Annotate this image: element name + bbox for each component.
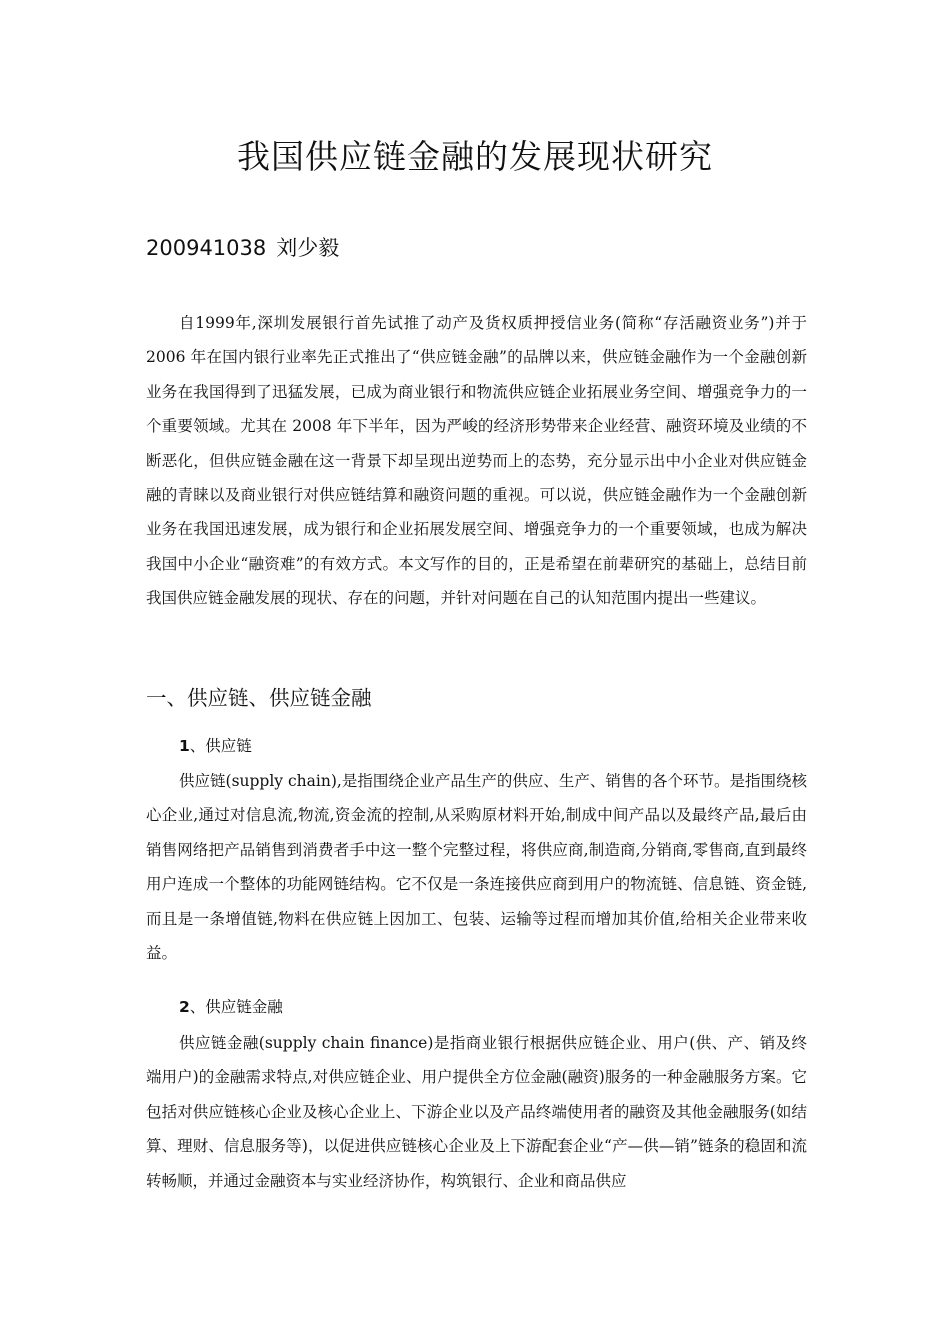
subsection-number: 1	[179, 737, 190, 755]
author-name: 刘少毅	[276, 236, 340, 260]
subsection-heading-supply-chain	[179, 729, 252, 763]
author-line	[146, 232, 339, 264]
supply-chain-finance-paragraph: 供应链金融(supply chain finance)是指商业银行根据供应链企业、用户(供、产、销及终端用户)的金融需求特点,对供应链企业、用户提供全方位金融(融资)服务的一种金融服务方案。它包括对供应链核心企业及核心企业上、下游企业以及产品终端使用者的融资及其他金融服务(如结算、理财、信息服务等)，以促进供应链核心企业及上下游配套企业“产—供—销”链条的稳固和流转畅顺，并通过金融资本与实业经济协作，构筑银行、企业和商品供应	[146, 1034, 807, 1190]
subsection-heading-supply-chain-finance	[179, 990, 283, 1024]
subsection-number: 2	[179, 998, 190, 1016]
subsection-label: 、供应链	[189, 737, 252, 755]
section-heading-1: 一、供应链、供应链金融	[146, 686, 372, 710]
supply-chain-paragraph: 供应链(supply chain),是指围绕企业产品生产的供应、生产、销售的各个环节。是指围绕核心企业,通过对信息流,物流,资金流的控制,从采购原材料开始,制成中间产品以及最终产品,最后由销售网络把产品销售到消费者手中这一整个完整过程，将供应商,制造商,分销商,零售商,直到最终用户连成一个整体的功能网链结构。它不仅是一条连接供应商到用户的物流链、信息链、资金链,而且是一条增值链,物料在供应链上因加工、包装、运输等过程而增加其价值,给相关企业带来收益。	[146, 772, 807, 963]
subsection-label: 、供应链金融	[189, 998, 283, 1016]
author-student-id: 200941038	[146, 236, 267, 260]
document-title: 我国供应链金融的发展现状研究	[237, 137, 713, 176]
intro-paragraph: 自1999年,深圳发展银行首先试推了动产及货权质押授信业务(简称“存活融资业务”)并于2006 年在国内银行业率先正式推出了“供应链金融”的品牌以来，供应链金融作为一个金融创新业务在我国得到了迅猛发展，已成为商业银行和物流供应链企业拓展业务空间、增强竞争力的一个重要领域。尤其在 2008 年下半年，因为严峻的经济形势带来企业经营、融资环境及业绩的不断恶化，但供应链金融在这一背景下却呈现出逆势而上的态势，充分显示出中小企业对供应链金融的青睐以及商业银行对供应链结算和融资问题的重视。可以说，供应链金融作为一个金融创新业务在我国迅速发展，成为银行和企业拓展发展空间、增强竞争力的一个重要领域，也成为解决我国中小企业“融资难”的有效方式。本文写作的目的，正是希望在前辈研究的基础上，总结目前我国供应链金融发展的现状、存在的问题，并针对问题在自己的认知范围内提出一些建议。	[146, 314, 807, 608]
